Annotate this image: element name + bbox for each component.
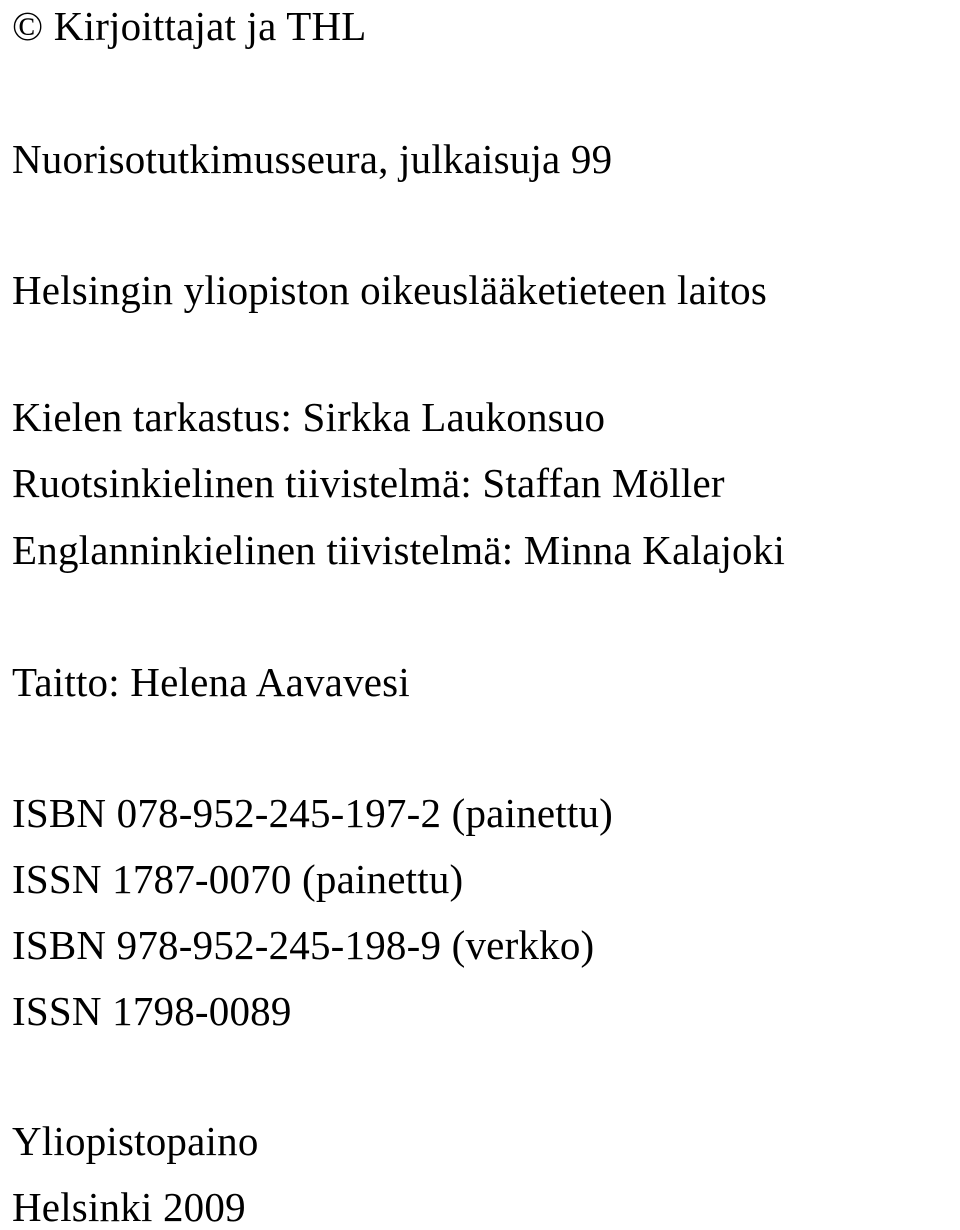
swedish-summary-line: Ruotsinkielinen tiivistelmä: Staffan Möller [12,460,725,506]
layout-credit-line: Taitto: Helena Aavavesi [12,659,410,705]
english-summary-line: Englanninkielinen tiivistelmä: Minna Kalajoki [12,527,786,573]
series-line: Nuorisotutkimusseura, julkaisuja 99 [12,136,613,182]
issn-web-line: ISSN 1798-0089 [12,988,292,1034]
copyright-line: © Kirjoittajat ja THL [12,3,367,49]
institution-line: Helsingin yliopiston oikeuslääketieteen laitos [12,267,768,313]
printer-line: Yliopistopaino [12,1118,259,1164]
place-year-line: Helsinki 2009 [12,1184,246,1230]
isbn-print-line: ISBN 078-952-245-197-2 (painettu) [12,790,613,836]
isbn-web-line: ISBN 978-952-245-198-9 (verkko) [12,922,595,968]
issn-print-line: ISSN 1787-0070 (painettu) [12,856,464,902]
language-check-line: Kielen tarkastus: Sirkka Laukonsuo [12,394,606,440]
